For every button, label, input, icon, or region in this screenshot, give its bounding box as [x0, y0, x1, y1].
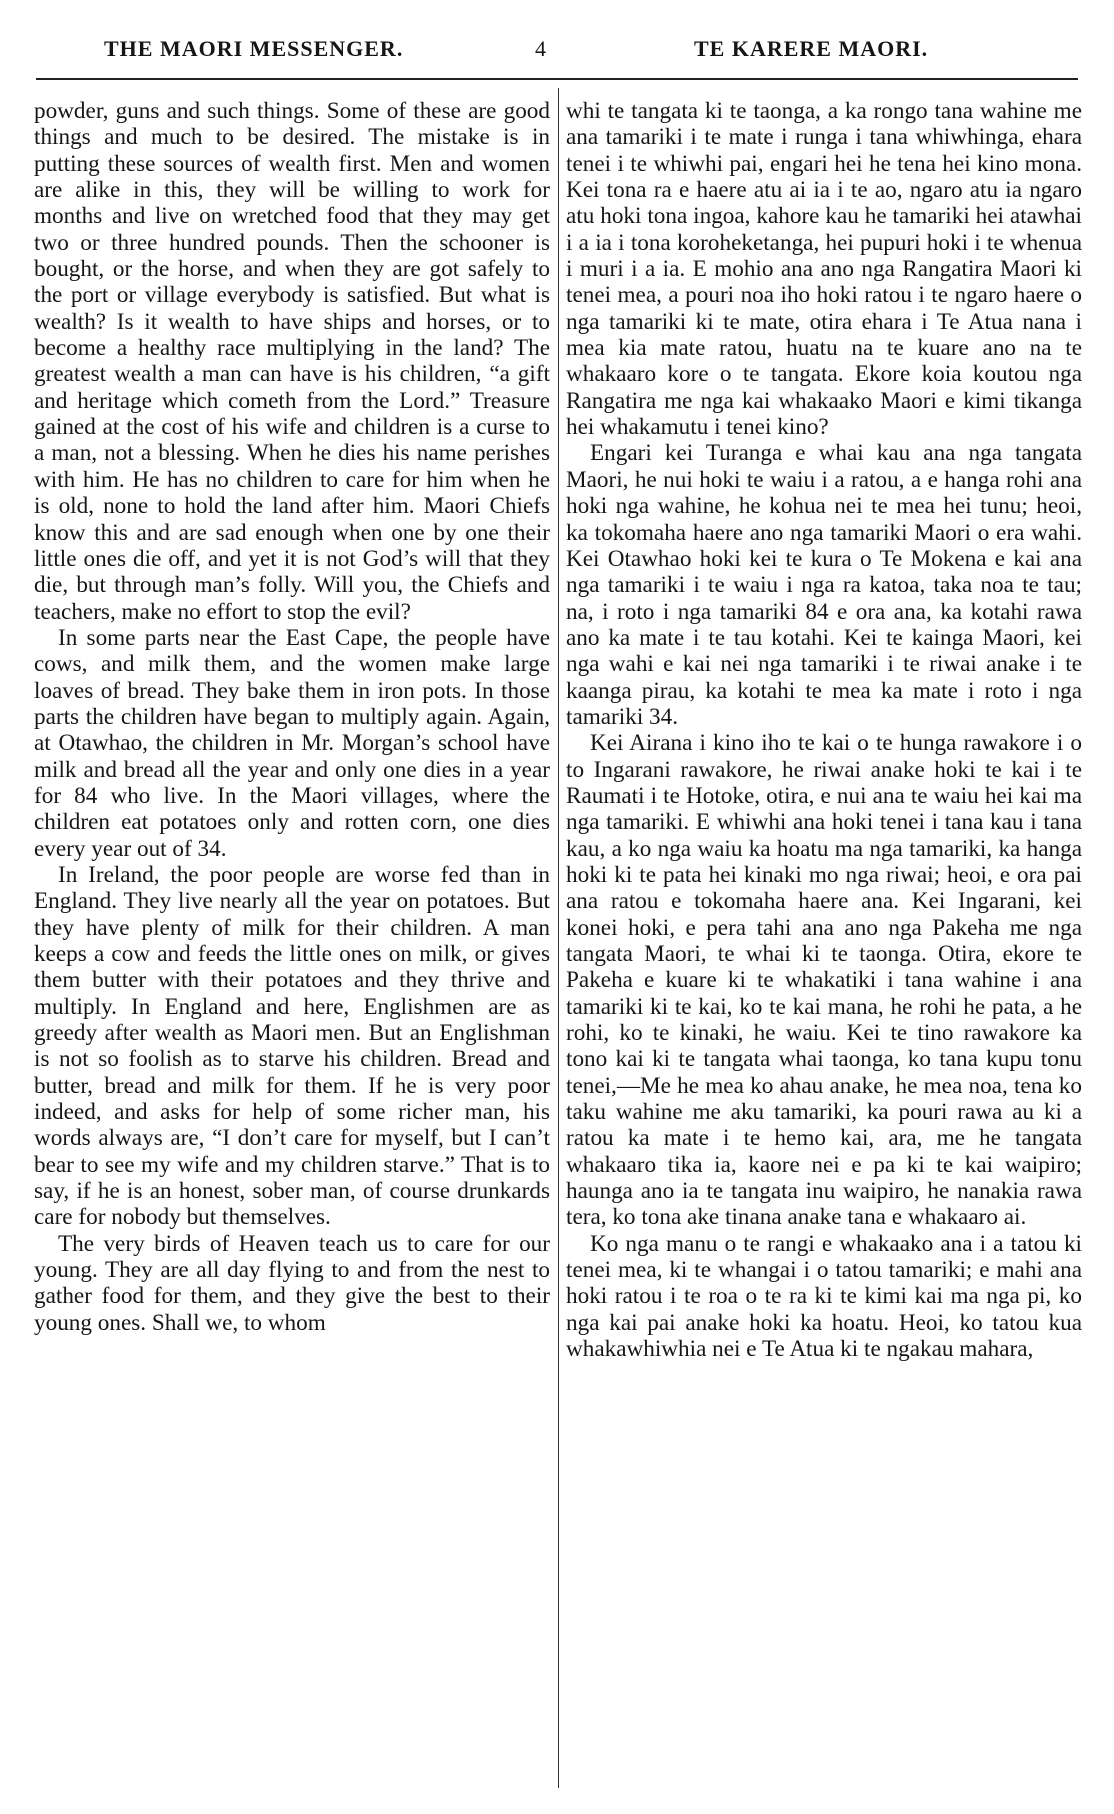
english-paragraph-1: powder, guns and such things. Some of these are good things and much to be desired. The mistake is in putting these sources of wealth first. Men and women are alike in this, they will be willing to work for months and live on wretched food that they may get two or three hundred pounds. Then the schooner is bought, or the horse, and when they are got safely to the port or village everybody is satisfied. But what is wealth? Is it wealth to have ships and horses, or to become a healthy race multiplying in the land? The greatest wealth a man can have is his children, “a gift and heritage which cometh from the Lord.” Treasure gained at the cost of his wife and children is a curse to a man, not a blessing. When he dies his name perishes with him. He has no children to care for him when he is old, none to hold the land after him. Maori Chiefs know this and are sad enough when one by one their little ones die off, and yet it is not God’s will that they die, but through man’s folly. Will you, the Chiefs and teachers, make no effort to stop the evil? [34, 98, 550, 625]
maori-paragraph-1: whi te tangata ki te taonga, a ka rongo tana wahine me ana tamariki i te mate i runga i tana whiwhinga, ehara tenei i te whiwhi pai, engari hei he tena hei kino mona. Kei tona ra e haere atu ai ia i te ao, ngaro atu ia ngaro atu hoki tona ingoa, kahore kau he tamariki hei atawhai i a ia i tona koroheketanga, hei pupuri hoki i te whenua i muri i a ia. E mohio ana ano nga Rangatira Maori ki tenei mea, a pouri noa iho hoki ratou i te ngaro haere o nga tamariki ki te mate, otira ehara i Te Atua nana i mea kia mate ratou, huatu na te kuare ano na te whakaaro kore o te tangata. Ekore koia koutou nga Rangatira me nga kai whakaako Maori e kimi tikanga hei whakamutu i tenei kino? [566, 98, 1082, 441]
english-paragraph-4: The very birds of Heaven teach us to care for our young. They are all day flying to and from the nest to gather food for them, and they give the best to their young ones. Shall we, to whom [34, 1230, 550, 1336]
page-header [0, 32, 1114, 72]
english-paragraph-3: In Ireland, the poor people are worse fed than in England. They live nearly all the year on potatoes. But they have plenty of milk for their children. A man keeps a cow and feeds the little ones on milk, or gives them butter with their potatoes and they thrive and multiply. In England and here, Englishmen are as greedy after wealth as Maori men. But an Englishman is not so foolish as to starve his children. Bread and butter, bread and milk for them. If he is very poor indeed, and asks for help of some richer man, his words always are, “I don’t care for myself, but I can’t bear to see my wife and my children starve.” That is to say, if he is an honest, sober man, of course drunkards care for nobody but themselves. [34, 861, 550, 1231]
header-rule [36, 78, 1078, 80]
maori-paragraph-4: Ko nga manu o te rangi e whakaako ana i a tatou ki tenei mea, ki te whangai i o tatou tamariki; e mahi ana hoki ratou i te roa o te ra ki te kimi kai ma nga pi, ko nga kai pai anake hoki ka hoatu. Heoi, ko tatou kua whakawhiwhia nei e Te Atua ki te ngakau mahara, [566, 1230, 1082, 1363]
maori-paragraph-3: Kei Airana i kino iho te kai o te hunga rawakore i o to Ingarani rawakore, he riwai anake hoki te kai i te Raumati i te Hotoke, otira, e nui ana te waiu hei kai ma nga tamariki. E whiwhi ana hoki tenei i tana kau i tana kau, a ko nga waiu ka hoatu ma nga tamariki, ka hanga hoki ki te pata hei kinaki mo nga riwai; heoi, e ora pai ana ratou e tokomaha haere ana. Kei Ingarani, kei konei hoki, e pera tahi ana ano nga Pakeha me nga tangata Maori, te whai ki te taonga. Otira, ekore te Pakeha e kuare ki te whakatiki i tana wahine i ana tamariki ki te kai, ko te kai mana, he rohi he pata, a he rohi, ko te kinaki, he waiu. Kei te tino rawakore ka tono kai ki te tangata whai taonga, ko tana kupu tonu tenei,—Me he mea ko ahau anake, he mea noa, tena ko taku wahine me aku tamariki, ka pouri rawa au ki a ratou ka mate i te hemo kai, ara, me he tangata whakaaro tika ia, kaore nei e pa ki te kai waipiro; haunga ano ia te tangata inu waipiro, he nanakia rawa tera, ko tona ake tinana anake tana e whakaaro ai. [566, 730, 1082, 1231]
english-masthead-title: THE MAORI MESSENGER. [104, 36, 404, 61]
maori-column [566, 98, 1082, 1363]
column-divider [558, 88, 559, 1788]
maori-masthead-title: TE KARERE MAORI. [694, 36, 929, 61]
maori-paragraph-2: Engari kei Turanga e whai kau ana nga tangata Maori, he nui hoki te waiu i a ratou, a e hanga rohi ana hoki nga wahine, he kohua nei te mea hei tunu; heoi, ka tokomaha haere ano nga tamariki Maori o era wahi. Kei Otawhao hoki kei te kura o Te Mokena e kai ana nga tamariki i te waiu i nga ra katoa, taka noa te tau; na, i roto i nga tamariki 84 e ora ana, ka kotahi rawa ano ka mate i te tau kotahi. Kei te kainga Maori, kei nga wahi e kai nei nga tamariki i te riwai anake i te kaanga pirau, ka kotahi te mea ka mate i roto i nga tamariki 34. [566, 440, 1082, 730]
page-number: 4 [535, 36, 547, 61]
english-paragraph-2: In some parts near the East Cape, the people have cows, and milk them, and the women make large loaves of bread. They bake them in iron pots. In those parts the children have began to multiply again. Again, at Otawhao, the children in Mr. Morgan’s school have milk and bread all the year and only one dies in a year for 84 who live. In the Maori villages, where the children eat potatoes only and rotten corn, one dies every year out of 34. [34, 624, 550, 862]
english-column [34, 98, 550, 1336]
